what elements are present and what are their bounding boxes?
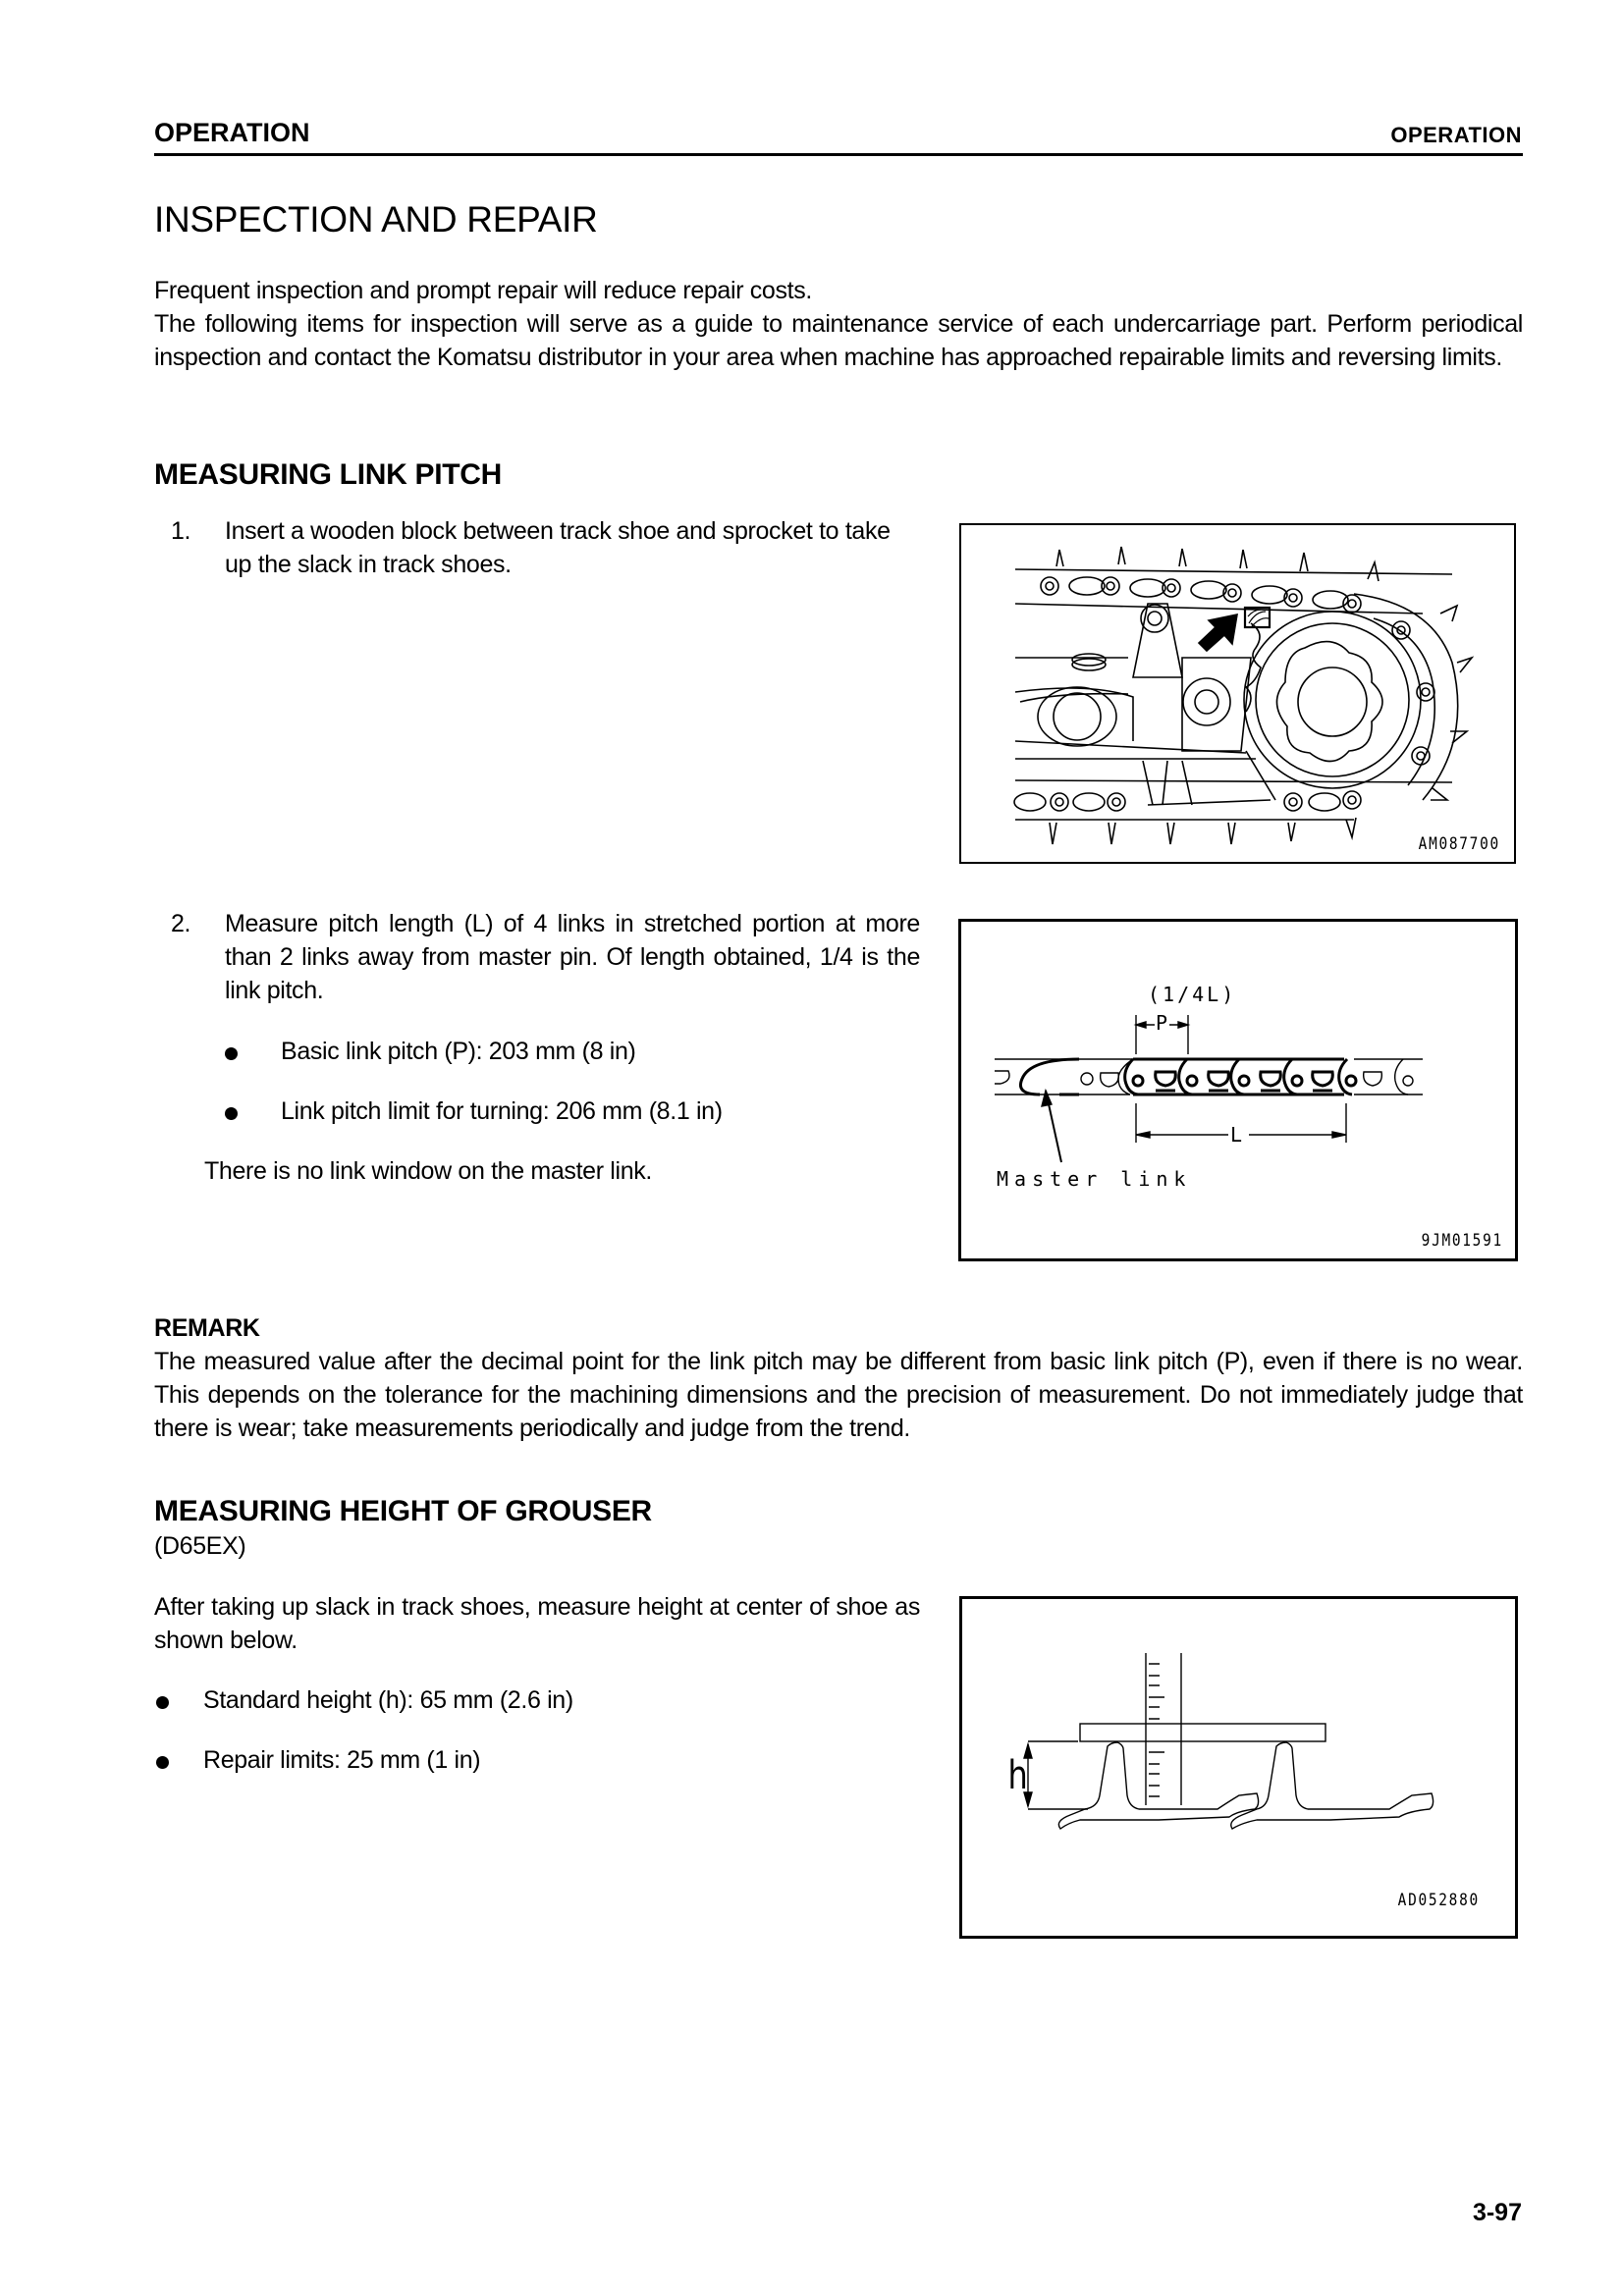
page-number: 3-97 [1472,2199,1522,2226]
label-h: h [1007,1753,1028,1798]
label-p: P [1156,1011,1173,1035]
remark-label: REMARK [154,1314,260,1342]
figure-link-pitch [958,919,1518,1261]
figure-id: AD052880 [1397,1891,1480,1910]
step-number: 1. [171,517,191,545]
remark-text: The measured value after the decimal point for the link pitch may be different from basic link pitch (P), even if there is no wear. This depends on the tolerance for the machining dimensions and the precision of measurement. Do not immediately judge that there is wear; take measurements periodically and judge from the trend. [154,1348,1523,1442]
step-text: Insert a wooden block between track shoe and sprocket to take up the slack in track shoes. [225,517,891,578]
master-link-note: There is no link window on the master link. [204,1157,652,1185]
label-master-link: Master link [997,1167,1192,1191]
bullet-icon [225,1047,238,1060]
intro-paragraph: The following items for inspection will serve as a guide to maintenance service of each undercarriage part. Perform periodical inspection and contact the Komatsu distributor in your area when machine has approached repairable limits and reversing limits. [154,310,1523,371]
bullet-icon [156,1696,169,1709]
section-heading-link-pitch: MEASURING LINK PITCH [154,458,503,491]
label-quarter-l: (1/4L) [1148,983,1237,1006]
bullet-repair-limits: Repair limits: 25 mm (1 in) [203,1746,481,1774]
grouser-height-icon [962,1599,1515,1936]
figure-id: AM087700 [1418,834,1500,854]
bullet-link-pitch-limit: Link pitch limit for turning: 206 mm (8.1 in) [281,1097,723,1125]
grouser-instructions: After taking up slack in track shoes, measure height at center of shoe as shown below. [154,1593,920,1654]
header-rule [154,153,1523,156]
step-1 [154,514,920,581]
label-l: L [1230,1123,1248,1147]
page-title: INSPECTION AND REPAIR [154,199,598,240]
step-text: Measure pitch length (L) of 4 links in stretched portion at more than 2 links away from master pin. Of length obtained, 1/4 is the link pitch. [225,910,920,1004]
step-2 [154,907,920,1007]
step-number: 2. [171,910,191,937]
intro-line-1: Frequent inspection and prompt repair will reduce repair costs. [154,277,812,304]
bullet-icon [225,1107,238,1120]
section-heading-grouser: MEASURING HEIGHT OF GROUSER [154,1495,652,1527]
link-pitch-icon [961,922,1515,1258]
running-header-left: OPERATION [154,118,310,147]
model-label: (D65EX) [154,1532,246,1560]
figure-id: 9JM01591 [1421,1231,1503,1251]
figure-grouser-height [959,1596,1518,1939]
bullet-icon [156,1756,169,1769]
bullet-standard-height: Standard height (h): 65 mm (2.6 in) [203,1686,573,1714]
running-header-right: OPERATION [1390,123,1522,147]
track-sprocket-icon [961,525,1514,862]
bullet-basic-link-pitch: Basic link pitch (P): 203 mm (8 in) [281,1038,636,1065]
figure-track-sprocket [959,523,1516,864]
